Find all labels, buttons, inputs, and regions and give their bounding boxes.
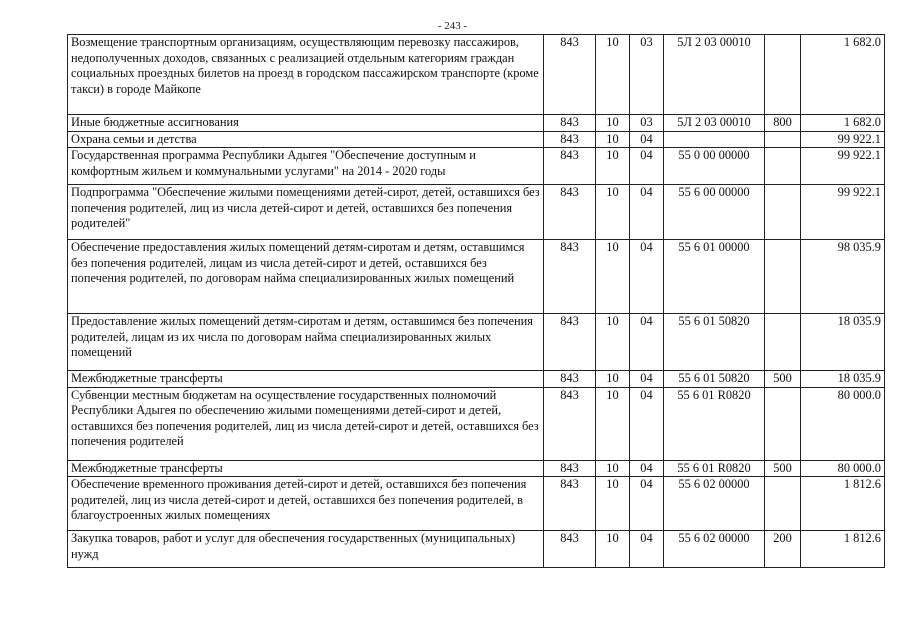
row-rz: 10 bbox=[596, 115, 630, 132]
table-row bbox=[68, 185, 885, 240]
row-ved: 843 bbox=[544, 185, 596, 240]
row-vr bbox=[765, 240, 801, 314]
row-ved: 843 bbox=[544, 35, 596, 115]
table-row bbox=[68, 115, 885, 132]
row-vr: 500 bbox=[765, 371, 801, 388]
table-row bbox=[68, 531, 885, 568]
row-csr: 55 6 01 00000 bbox=[664, 240, 765, 314]
row-rz: 10 bbox=[596, 35, 630, 115]
table-row bbox=[68, 35, 885, 115]
row-name: Межбюджетные трансферты bbox=[68, 460, 544, 477]
row-ved: 843 bbox=[544, 131, 596, 148]
row-csr: 55 6 01 50820 bbox=[664, 314, 765, 371]
row-csr: 55 6 00 00000 bbox=[664, 185, 765, 240]
row-rz: 10 bbox=[596, 531, 630, 568]
row-rz: 10 bbox=[596, 387, 630, 460]
row-rz: 10 bbox=[596, 477, 630, 531]
table-row bbox=[68, 460, 885, 477]
row-name: Закупка товаров, работ и услуг для обеспечения государственных (муниципальных) нужд bbox=[68, 531, 544, 568]
row-sum: 98 035.9 bbox=[801, 240, 885, 314]
row-name: Межбюджетные трансферты bbox=[68, 371, 544, 388]
row-sum: 1 812.6 bbox=[801, 477, 885, 531]
row-vr: 800 bbox=[765, 115, 801, 132]
row-name: Предоставление жилых помещений детям-сиротам и детям, оставшимся без попечения родителей, лицам из их числа по договорам найма специализированных жилых помещений bbox=[68, 314, 544, 371]
row-pr: 04 bbox=[630, 371, 664, 388]
page-number: - 243 - bbox=[437, 20, 468, 32]
row-csr: 55 6 01 R0820 bbox=[664, 460, 765, 477]
row-pr: 04 bbox=[630, 148, 664, 185]
row-sum: 99 922.1 bbox=[801, 131, 885, 148]
row-name: Обеспечение временного проживания детей-сирот и детей, оставшихся без попечения родителей, лиц из числа детей-сирот и детей, оставшихся без попечения родителей, в благоустроенных жилых помещениях bbox=[68, 477, 544, 531]
row-csr: 55 6 01 50820 bbox=[664, 371, 765, 388]
row-vr bbox=[765, 314, 801, 371]
row-name: Иные бюджетные ассигнования bbox=[68, 115, 544, 132]
row-vr bbox=[765, 185, 801, 240]
row-csr: 5Л 2 03 00010 bbox=[664, 35, 765, 115]
row-vr bbox=[765, 35, 801, 115]
row-vr bbox=[765, 148, 801, 185]
row-pr: 04 bbox=[630, 240, 664, 314]
row-ved: 843 bbox=[544, 460, 596, 477]
row-ved: 843 bbox=[544, 531, 596, 568]
row-pr: 04 bbox=[630, 387, 664, 460]
row-pr: 04 bbox=[630, 477, 664, 531]
table-row bbox=[68, 131, 885, 148]
row-vr: 500 bbox=[765, 460, 801, 477]
row-rz: 10 bbox=[596, 460, 630, 477]
row-rz: 10 bbox=[596, 148, 630, 185]
row-csr bbox=[664, 131, 765, 148]
row-sum: 1 812.6 bbox=[801, 531, 885, 568]
row-ved: 843 bbox=[544, 240, 596, 314]
row-name: Возмещение транспортным организациям, осуществляющим перевозку пассажиров, недополученных доходов, связанных с реализацией отдельным категориям граждан социальных проездных билетов на проезд в городском пассажирском транспорте (кроме такси) в городе Майкопе bbox=[68, 35, 544, 115]
budget-table bbox=[67, 34, 885, 568]
row-rz: 10 bbox=[596, 240, 630, 314]
row-name: Подпрограмма "Обеспечение жилыми помещениями детей-сирот, детей, оставшихся без попечения родителей, лиц из числа детей-сирот и детей, оставшихся без попечения родителей" bbox=[68, 185, 544, 240]
row-ved: 843 bbox=[544, 148, 596, 185]
row-sum: 1 682.0 bbox=[801, 115, 885, 132]
row-vr bbox=[765, 477, 801, 531]
row-ved: 843 bbox=[544, 387, 596, 460]
row-pr: 04 bbox=[630, 185, 664, 240]
row-rz: 10 bbox=[596, 371, 630, 388]
row-sum: 18 035.9 bbox=[801, 314, 885, 371]
row-sum: 80 000.0 bbox=[801, 460, 885, 477]
row-pr: 04 bbox=[630, 131, 664, 148]
row-ved: 843 bbox=[544, 115, 596, 132]
row-csr: 55 6 02 00000 bbox=[664, 531, 765, 568]
row-ved: 843 bbox=[544, 314, 596, 371]
row-sum: 18 035.9 bbox=[801, 371, 885, 388]
row-pr: 04 bbox=[630, 531, 664, 568]
table-row bbox=[68, 314, 885, 371]
row-name: Государственная программа Республики Адыгея "Обеспечение доступным и комфортным жильем и коммунальными услугами" на 2014 - 2020 годы bbox=[68, 148, 544, 185]
row-rz: 10 bbox=[596, 314, 630, 371]
row-name: Обеспечение предоставления жилых помещений детям-сиротам и детям, оставшимся без попечения родителей, лицам из числа детей-сирот и детей, оставшихся без попечения родителей, по договорам найма специализированных жилых помещений bbox=[68, 240, 544, 314]
row-rz: 10 bbox=[596, 131, 630, 148]
row-ved: 843 bbox=[544, 477, 596, 531]
row-csr: 55 0 00 00000 bbox=[664, 148, 765, 185]
row-pr: 03 bbox=[630, 115, 664, 132]
row-pr: 04 bbox=[630, 314, 664, 371]
row-pr: 04 bbox=[630, 460, 664, 477]
row-name: Охрана семьи и детства bbox=[68, 131, 544, 148]
row-rz: 10 bbox=[596, 185, 630, 240]
table-row bbox=[68, 240, 885, 314]
row-vr: 200 bbox=[765, 531, 801, 568]
row-name: Субвенции местным бюджетам на осуществление государственных полномочий Республики Адыгея по обеспечению жилыми помещениями детей-сирот и детей, оставшихся без попечения родителей, лиц из числа детей-сирот и детей, оставшихся без попечения родителей bbox=[68, 387, 544, 460]
row-sum: 1 682.0 bbox=[801, 35, 885, 115]
row-csr: 5Л 2 03 00010 bbox=[664, 115, 765, 132]
row-sum: 99 922.1 bbox=[801, 185, 885, 240]
row-csr: 55 6 02 00000 bbox=[664, 477, 765, 531]
table-row bbox=[68, 477, 885, 531]
row-ved: 843 bbox=[544, 371, 596, 388]
row-vr bbox=[765, 387, 801, 460]
table-row bbox=[68, 387, 885, 460]
table-row bbox=[68, 148, 885, 185]
row-sum: 80 000.0 bbox=[801, 387, 885, 460]
row-csr: 55 6 01 R0820 bbox=[664, 387, 765, 460]
row-vr bbox=[765, 131, 801, 148]
row-pr: 03 bbox=[630, 35, 664, 115]
row-sum: 99 922.1 bbox=[801, 148, 885, 185]
table-row bbox=[68, 371, 885, 388]
